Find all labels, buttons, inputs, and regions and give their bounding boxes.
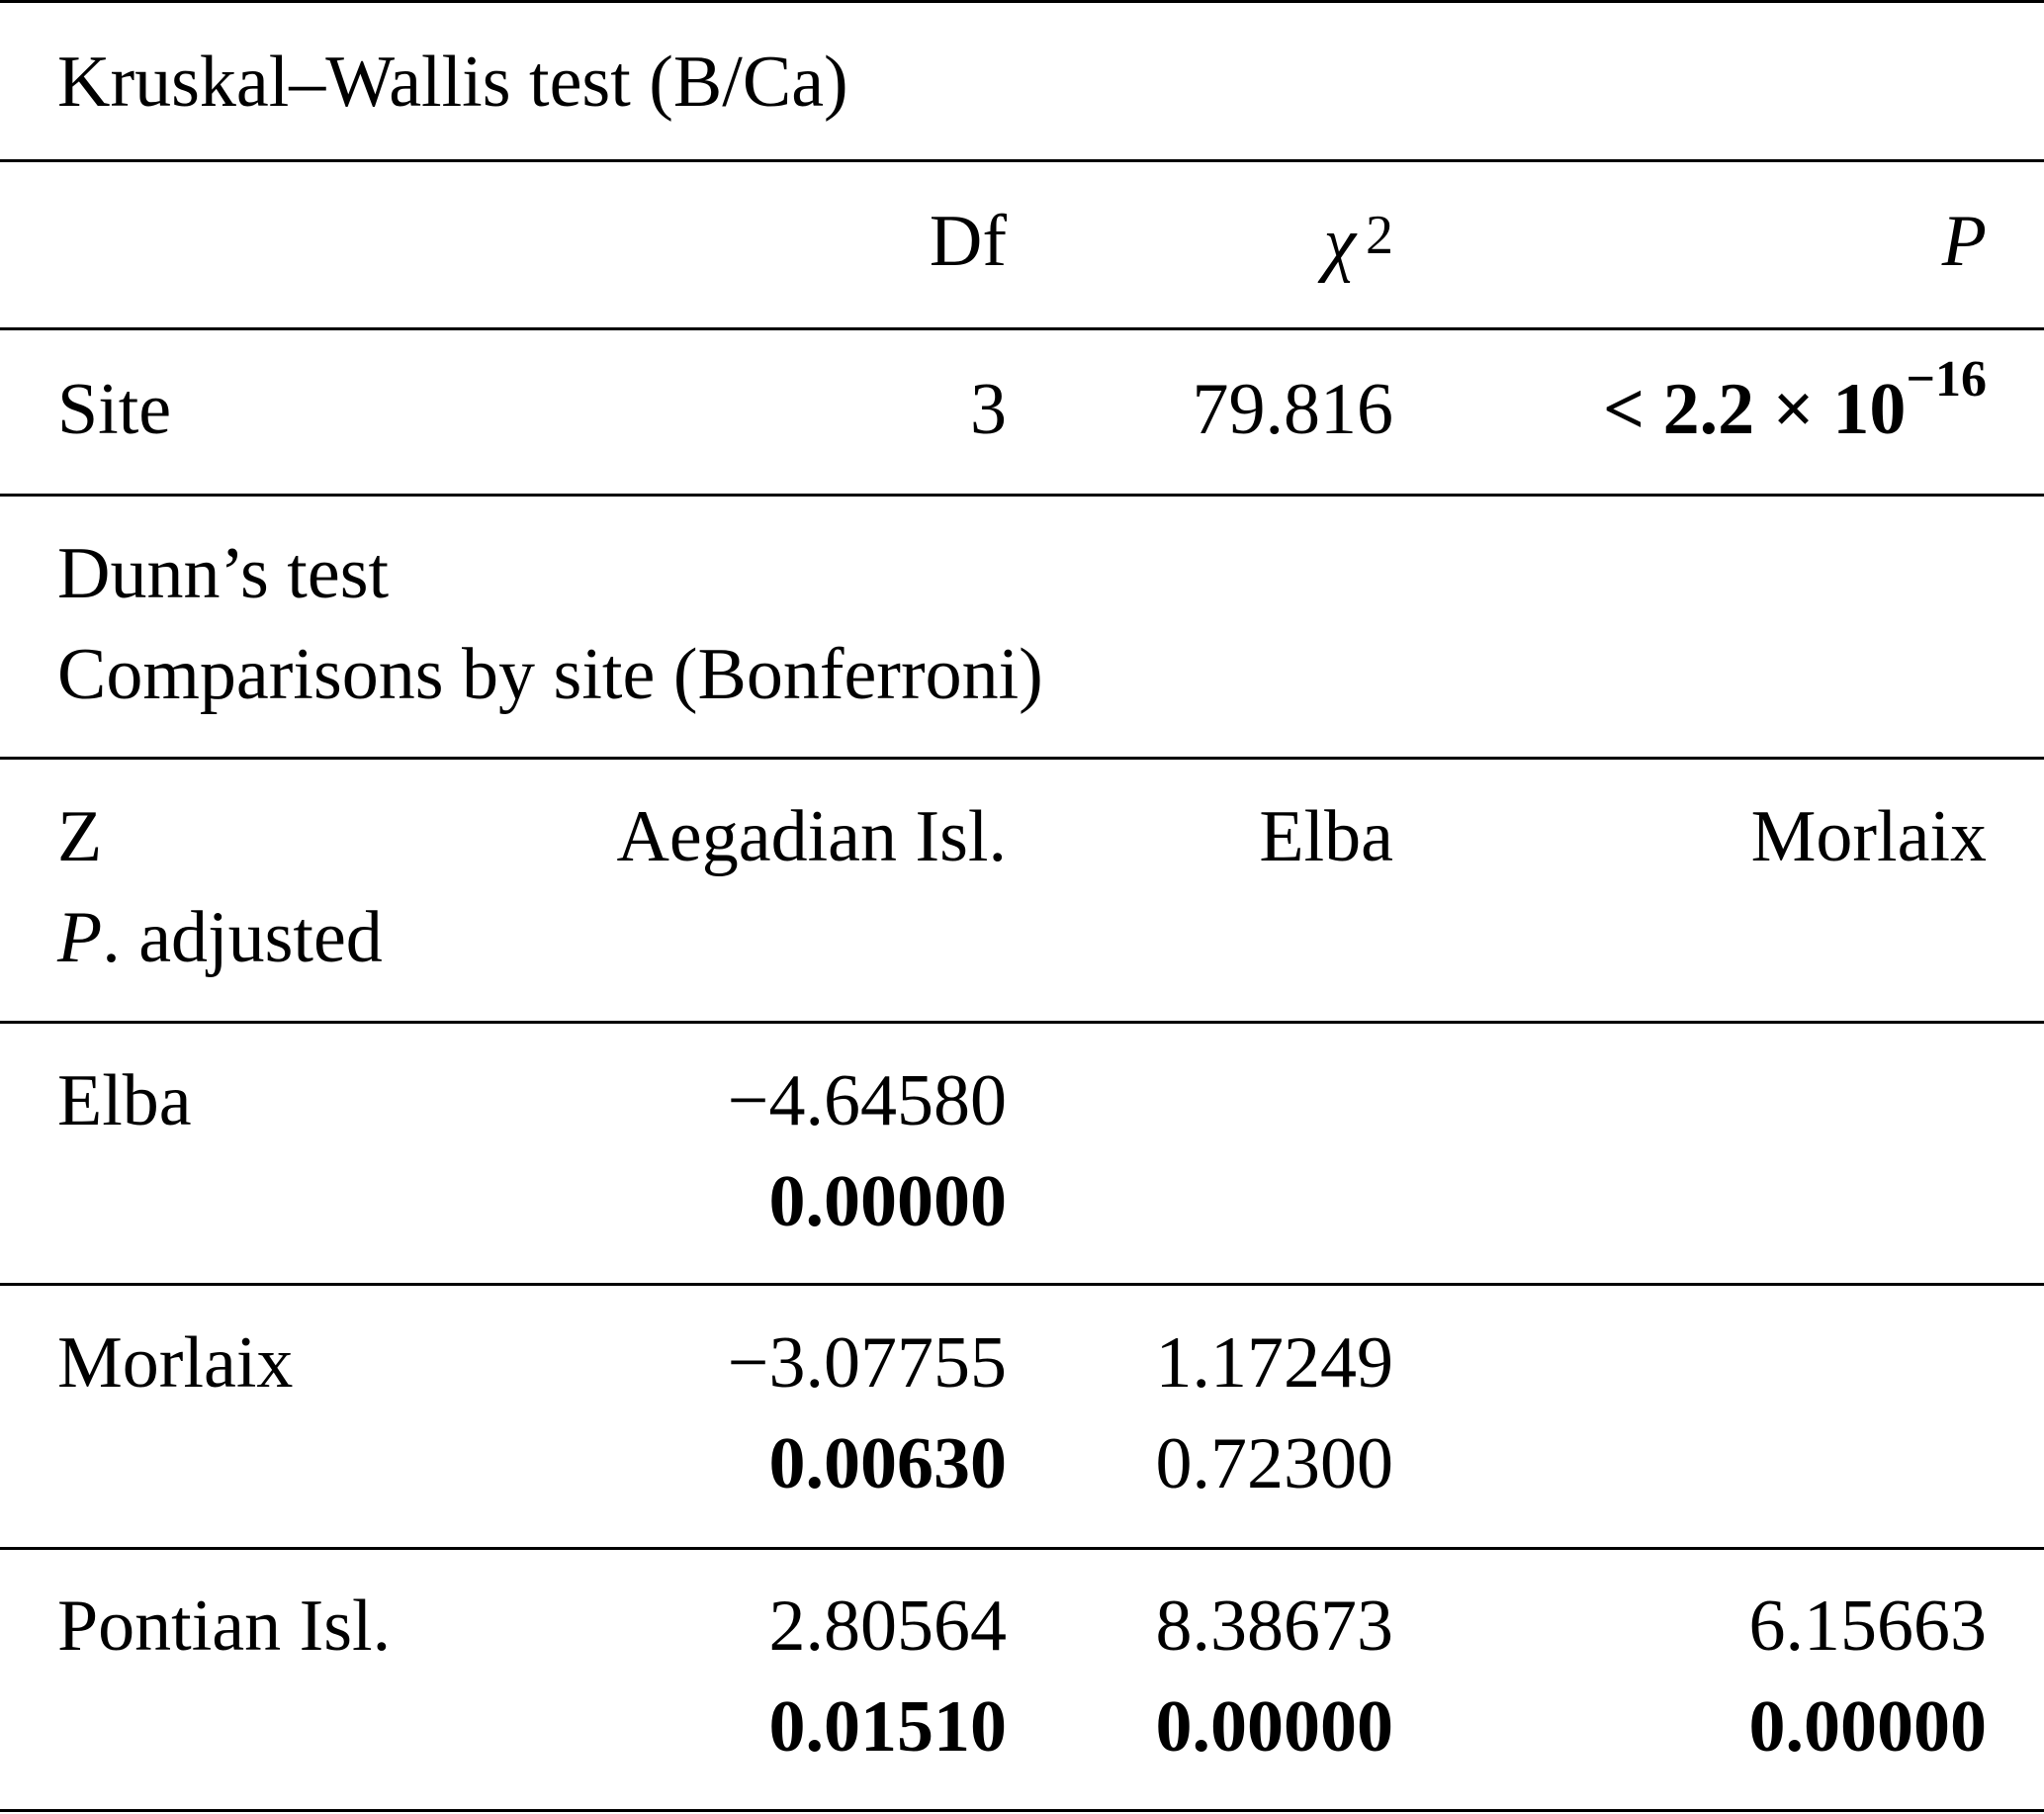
dunn-cell-z: 6.15663 [1748,1586,1987,1667]
dunn-cell-z: 2.80564 [768,1586,1007,1667]
dunn-col-header-aegadian: Aegadian Isl. [616,796,1007,877]
dunn-cell-z: 8.38673 [1155,1586,1393,1667]
kw-header-df: Df [929,201,1007,282]
kw-title: Kruskal–Wallis test (B/Ca) [57,42,848,123]
dunn-row-label: Morlaix [57,1322,294,1404]
kw-header-p: P [1941,201,1987,282]
dunn-cell-p: 0.00630 [768,1423,1007,1504]
table-rule [0,159,2044,162]
table-rule [0,757,2044,760]
kw-row-p-exponent: −16 [1906,351,1987,408]
dunn-header-stat: Z [57,796,103,877]
chi-exponent: 2 [1366,205,1393,266]
table-rule-top [0,0,2044,3]
p-label: . adjusted [102,897,383,978]
dunn-col-header-morlaix: Morlaix [1750,796,1987,877]
dunn-cell-p: 0.00000 [1155,1686,1393,1768]
table-rule [0,1021,2044,1024]
dunn-row-label: Elba [57,1060,192,1141]
dunn-col-header-elba: Elba [1259,796,1393,877]
kw-row-df: 3 [970,369,1007,450]
dunn-cell-p: 0.01510 [768,1686,1007,1768]
chi-symbol: χ [1323,203,1356,284]
kw-header-chi2 [1323,194,1393,293]
table-rule [0,327,2044,330]
p-symbol: P [57,897,103,978]
dunn-title: Dunn’s test [57,533,390,614]
table-rule [0,1283,2044,1286]
dunn-cell-p: 0.00000 [768,1161,1007,1242]
dunn-cell-z: −4.64580 [727,1060,1007,1141]
dunn-cell-z: −3.07755 [727,1322,1007,1404]
dunn-cell-p: 0.00000 [1748,1686,1987,1768]
dunn-subtitle: Comparisons by site (Bonferroni) [57,634,1043,715]
kw-row-label: Site [57,369,172,450]
table-rule-bottom [0,1809,2044,1812]
table-rule [0,1547,2044,1550]
dunn-header-p [57,888,383,987]
table-rule [0,494,2044,497]
dunn-cell-z: 1.17249 [1155,1322,1393,1404]
kw-row-p [1603,351,1987,459]
kw-row-p-mantissa: < 2.2 × 10 [1603,369,1907,450]
dunn-row-label: Pontian Isl. [57,1586,392,1667]
dunn-cell-p: 0.72300 [1155,1423,1393,1504]
kw-row-chi2: 79.816 [1192,369,1393,450]
